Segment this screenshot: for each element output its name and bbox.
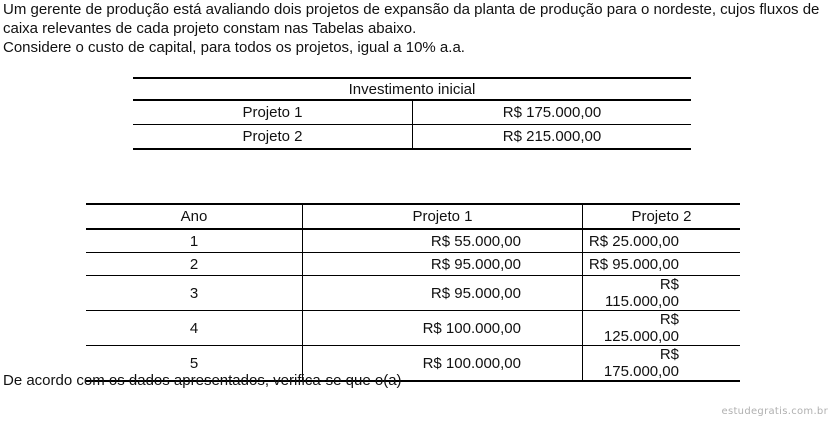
project-2-cashflow-cell: R$ 115.000,00 <box>583 276 741 311</box>
intro-line-1: Um gerente de produção está avaliando dois projetos de expansão da planta de produção para o nordeste, cujos fluxos de <box>3 1 820 18</box>
project-1-cashflow-cell: R$ 100.000,00 <box>303 311 583 346</box>
project-name-cell: Projeto 2 <box>133 125 413 150</box>
table-row <box>86 229 740 253</box>
table-row <box>86 276 740 311</box>
column-header-year: Ano <box>86 204 303 229</box>
year-cell: 3 <box>86 276 303 311</box>
intro-line-3: Considere o custo de capital, para todos os projetos, igual a 10% a.a. <box>3 39 465 56</box>
investment-table-header: Investimento inicial <box>133 78 691 100</box>
project-2-cashflow-cell: R$ 125.000,00 <box>583 311 741 346</box>
year-cell: 1 <box>86 229 303 253</box>
column-header-project-1: Projeto 1 <box>303 204 583 229</box>
project-1-cashflow-cell: R$ 95.000,00 <box>303 276 583 311</box>
intro-text <box>3 0 829 57</box>
project-2-cashflow-cell: R$ 95.000,00 <box>583 253 741 276</box>
project-2-cashflow-cell: R$ 175.000,00 <box>583 346 741 382</box>
investment-table <box>133 77 691 150</box>
question-text: De acordo com os dados apresentados, verifica-se que o(a) <box>3 372 402 389</box>
project-1-cashflow-cell: R$ 95.000,00 <box>303 253 583 276</box>
investment-table-header-row <box>133 78 691 100</box>
site-watermark: estudegratis.com.br <box>721 406 828 417</box>
intro-line-2: caixa relevantes de cada projeto constam nas Tabelas abaixo. <box>3 20 417 37</box>
project-1-cashflow-cell: R$ 100.000,00 <box>303 346 583 382</box>
investment-value-cell: R$ 175.000,00 <box>413 100 692 125</box>
investment-value-cell: R$ 215.000,00 <box>502 128 602 145</box>
table-row <box>86 253 740 276</box>
table-row <box>86 311 740 346</box>
year-cell: 4 <box>86 311 303 346</box>
table-row <box>133 100 691 125</box>
cashflow-table <box>86 203 740 382</box>
project-name-cell: Projeto 1 <box>133 100 413 125</box>
year-cell: 2 <box>86 253 303 276</box>
table-row <box>133 125 691 150</box>
cashflow-table-header-row <box>86 204 740 229</box>
year-cell: 5 <box>86 346 303 382</box>
project-1-cashflow-cell: R$ 55.000,00 <box>303 229 583 253</box>
column-header-project-2: Projeto 2 <box>583 204 741 229</box>
project-2-cashflow-cell: R$ 25.000,00 <box>583 229 741 253</box>
